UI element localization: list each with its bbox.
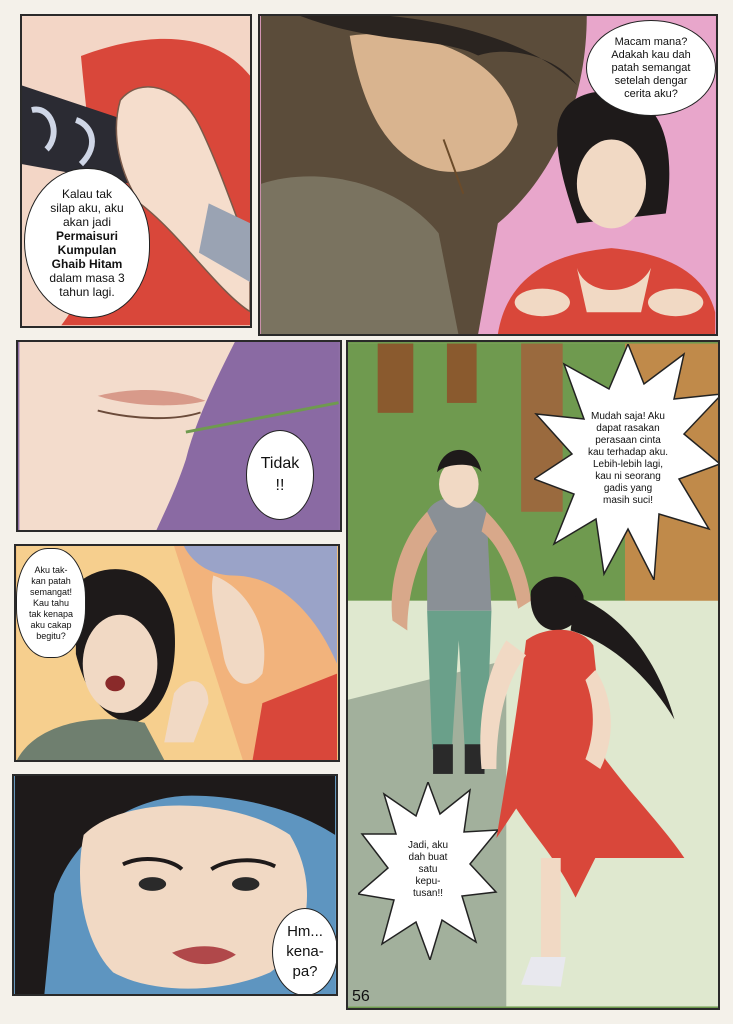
bubble-1-line-3: akan jadi <box>62 215 112 229</box>
burst-2-line-1: Jadi, aku <box>407 840 449 851</box>
bubble-1-line-1: Kalau tak <box>61 187 113 201</box>
burst-2-line-2: dah buat <box>408 852 448 863</box>
bubble-2-line-4: setelah dengar <box>614 74 688 87</box>
bubble-1-bold-2: Kumpulan <box>57 243 117 257</box>
bubble-5-line-3: pa? <box>292 963 318 980</box>
bubble-1-line-4: dalam masa 3 <box>49 271 125 285</box>
shout-burst-1 <box>534 344 720 580</box>
speech-bubble-5 <box>272 908 338 996</box>
panel-2 <box>258 14 718 336</box>
burst-1-line-4: kau terhadap aku. <box>587 447 669 458</box>
bubble-1-line-5: tahun lagi. <box>59 285 115 299</box>
bubble-4-line-6: aku cakap <box>30 619 72 630</box>
panel-4 <box>14 544 340 762</box>
panel-1 <box>20 14 252 328</box>
bubble-1-bold-3: Ghaib Hitam <box>51 257 123 271</box>
bubble-3-line-1: Tidak <box>260 455 300 472</box>
bubble-4-line-1: Aku tak- <box>34 564 68 575</box>
burst-1-line-1: Mudah saja! Aku <box>591 411 665 422</box>
speech-bubble-3 <box>246 430 314 520</box>
burst-1-line-3: perasaan cinta <box>595 435 661 446</box>
page-number: 56 <box>352 988 370 1005</box>
bubble-1-line-2: silap aku, aku <box>50 201 124 215</box>
burst-1-line-5: Lebih-lebih lagi, <box>592 459 664 470</box>
bubble-2-line-5: cerita aku? <box>624 87 678 100</box>
burst-1-line-6: kau ni seorang <box>595 471 661 482</box>
burst-1-line-8: masih suci! <box>602 495 653 506</box>
bubble-5-line-1: Hm... <box>287 923 323 940</box>
bubble-4-line-5: tak kenapa <box>28 608 74 619</box>
bubble-2-line-1: Macam mana? <box>614 35 688 48</box>
speech-bubble-2 <box>586 20 716 116</box>
burst-2-line-4: kepu- <box>415 876 441 887</box>
speech-bubble-1 <box>24 168 150 318</box>
panel-3 <box>16 340 342 532</box>
shout-burst-2 <box>358 782 498 960</box>
burst-1-line-2: dapat rasakan <box>596 423 660 434</box>
burst-2-line-3: satu <box>418 864 438 875</box>
burst-2-line-5: tusan!! <box>412 888 444 899</box>
bubble-1-bold-1: Permaisuri <box>55 229 119 243</box>
bubble-4-line-4: Kau tahu <box>32 597 69 608</box>
panel-6 <box>346 340 720 1010</box>
burst-1-line-7: gadis yang <box>603 483 653 494</box>
bubble-4-line-2: kan patah <box>31 575 71 586</box>
bubble-4-line-3: semangat! <box>29 586 72 597</box>
bubble-3-line-2: !! <box>275 477 285 494</box>
panel-5 <box>12 774 338 996</box>
bubble-4-line-7: begitu? <box>36 630 66 641</box>
bubble-2-line-2: Adakah kau dah <box>611 48 691 61</box>
speech-bubble-4 <box>16 548 86 658</box>
bubble-2-line-3: patah semangat <box>611 61 691 74</box>
bubble-5-line-2: kena- <box>286 943 324 960</box>
